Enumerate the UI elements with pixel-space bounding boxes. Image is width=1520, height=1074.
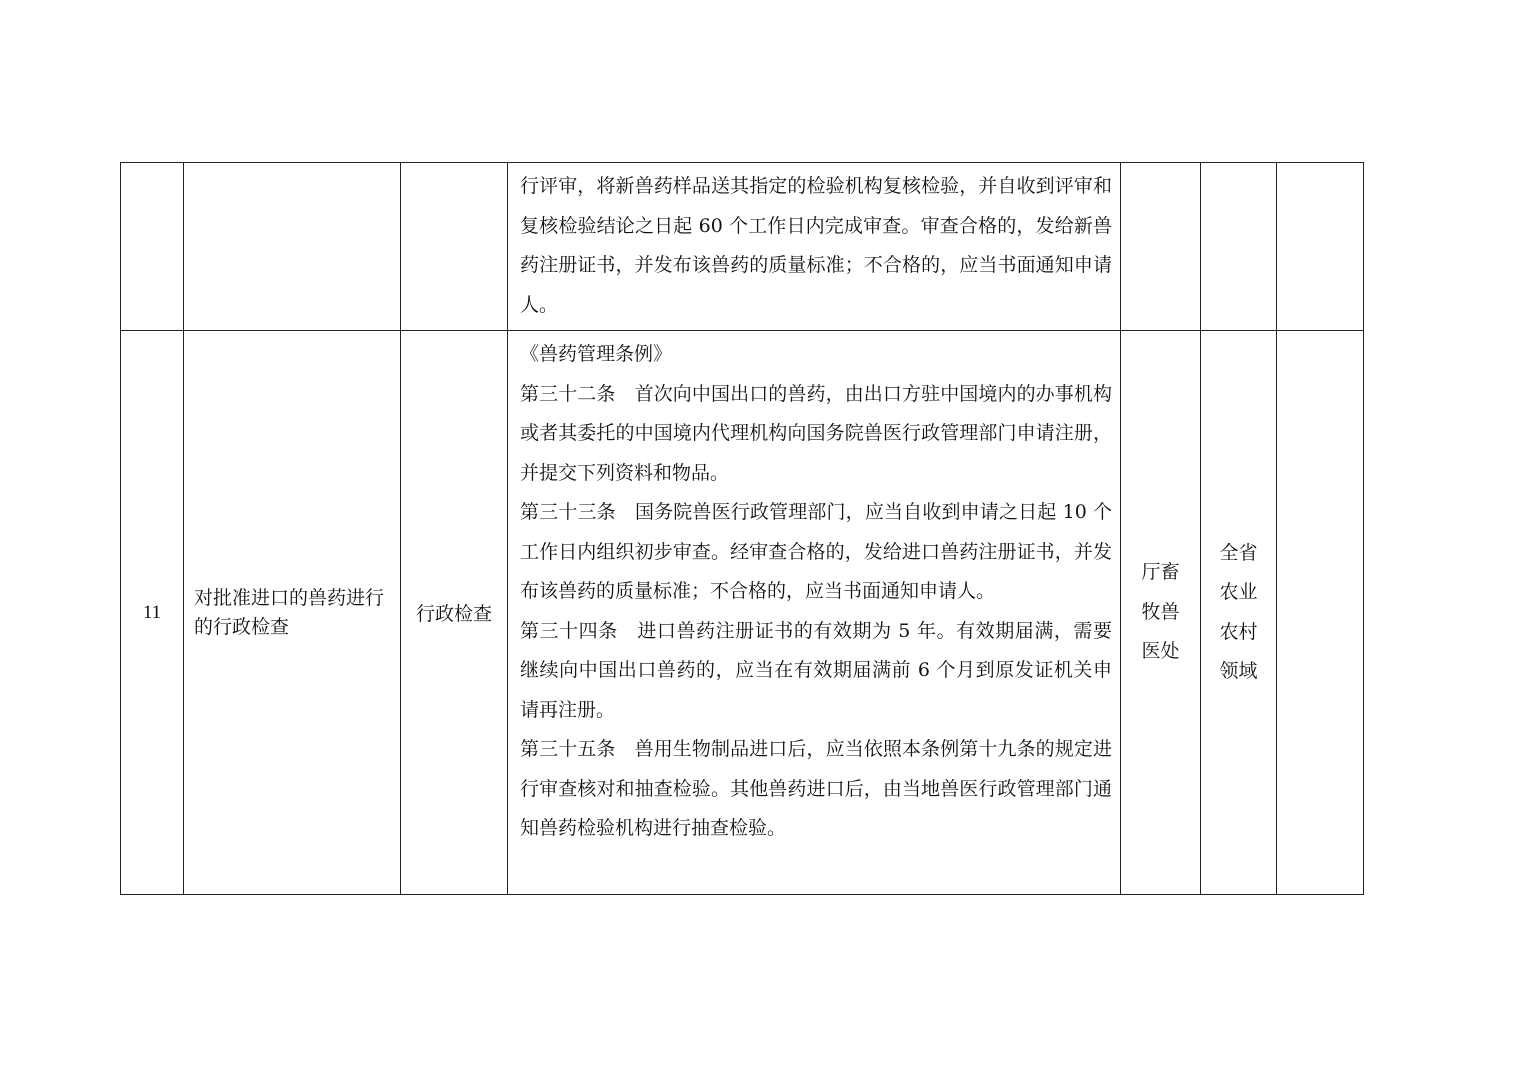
item-name-cell: 对批准进口的兽药进行的行政检查 bbox=[184, 331, 401, 895]
document-table bbox=[120, 162, 1364, 895]
scope-text: 全省农业农村领域 bbox=[1219, 541, 1258, 682]
legal-basis-cell bbox=[508, 163, 1121, 331]
department-text: 厅畜牧兽医处 bbox=[1141, 561, 1180, 663]
row-number-cell bbox=[121, 163, 184, 331]
basis-article-32: 第三十二条 首次向中国出口的兽药，由出口方驻中国境内的办事机构或者其委托的中国境内代理机构向国务院兽医行政管理部门申请注册，并提交下列资料和物品。 bbox=[520, 382, 1112, 484]
department-cell bbox=[1121, 163, 1201, 331]
basis-title: 《兽药管理条例》 bbox=[520, 343, 673, 365]
row-number-cell: 11 bbox=[121, 331, 184, 895]
scope-cell bbox=[1201, 163, 1277, 331]
basis-article-34: 第三十四条 进口兽药注册证书的有效期为 5 年。有效期届满，需要继续向中国出口兽药的，应当在有效期届满前 6 个月到原发证机关申请再注册。 bbox=[520, 619, 1112, 721]
note-cell bbox=[1277, 331, 1364, 895]
category-cell bbox=[401, 163, 508, 331]
table-row-continued bbox=[121, 163, 1364, 331]
table-row-11 bbox=[121, 331, 1364, 895]
note-cell bbox=[1277, 163, 1364, 331]
scope-cell bbox=[1201, 331, 1277, 895]
basis-paragraph: 行评审，将新兽药样品送其指定的检验机构复核检验，并自收到评审和复核检验结论之日起 60 个工作日内完成审查。审查合格的，发给新兽药注册证书，并发布该兽药的质量标准；不合格的，应当书面通知申请人。 bbox=[520, 175, 1112, 316]
legal-basis-cell bbox=[508, 331, 1121, 895]
category-cell: 行政检查 bbox=[401, 331, 508, 895]
basis-article-35: 第三十五条 兽用生物制品进口后，应当依照本条例第十九条的规定进行审查核对和抽查检验。其他兽药进口后，由当地兽医行政管理部门通知兽药检验机构进行抽查检验。 bbox=[520, 738, 1112, 839]
basis-article-33: 第三十三条 国务院兽医行政管理部门，应当自收到申请之日起 10 个工作日内组织初步审查。经审查合格的，发给进口兽药注册证书，并发布该兽药的质量标准；不合格的，应当书面通知申请人。 bbox=[520, 501, 1112, 602]
item-name-cell bbox=[184, 163, 401, 331]
department-cell bbox=[1121, 331, 1201, 895]
